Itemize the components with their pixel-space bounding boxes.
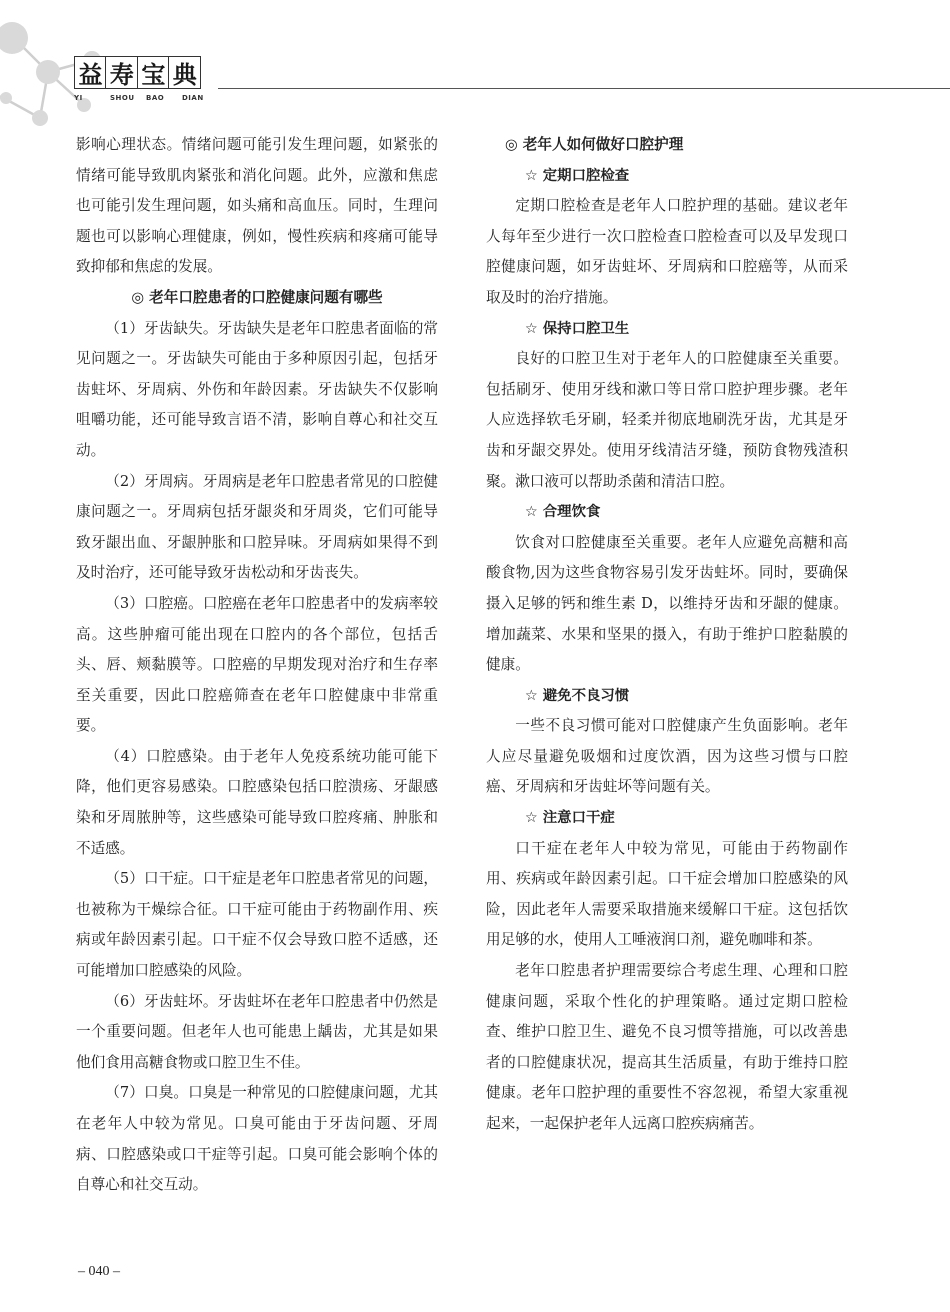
brand-logo (74, 56, 218, 102)
left-column (76, 130, 438, 1201)
section-heading-care: ◎ 老年人如何做好口腔护理 (504, 136, 684, 153)
subheading: ☆ 保持口腔卫生 (524, 320, 630, 337)
pinyin-syllable: BAO (146, 94, 165, 102)
brand-char: 寿 (105, 56, 138, 89)
header-rule (218, 88, 950, 89)
section-heading-problems: ◎ 老年口腔患者的口腔健康问题有哪些 (131, 288, 383, 306)
care-paragraph: 一些不良习惯可能对口腔健康产生负面影响。老年人应尽量避免吸烟和过度饮酒，因为这些习惯与口腔癌、牙周病和牙齿蛀坏等问题有关。 (486, 717, 848, 796)
care-paragraph: 口干症在老年人中较为常见，可能由于药物副作用、疾病或年龄因素引起。口干症会增加口腔感染的风险，因此老年人需要采取措施来缓解口干症。这包括饮用足够的水，使用人工唾液润口剂，避免咖啡和茶。 (486, 839, 848, 949)
subheading: ☆ 避免不良习惯 (524, 687, 630, 704)
pinyin-syllable: DIAN (182, 94, 204, 102)
problem-item: （4）口腔感染。由于老年人免疫系统功能可能下降，他们更容易感染。口腔感染包括口腔溃疡、牙龈感染和牙周脓肿等，这些感染可能导致口腔疼痛、肿胀和不适感。 (76, 747, 438, 857)
problem-item: （7）口臭。口臭是一种常见的口腔健康问题，尤其在老年人中较为常见。口臭可能由于牙齿问题、牙周病、口腔感染或口干症等引起。口臭可能会影响个体的自尊心和社交互动。 (76, 1084, 438, 1194)
care-paragraph: 饮食对口腔健康至关重要。老年人应避免高糖和高酸食物,因为这些食物容易引发牙齿蛀坏。同时，要确保摄入足够的钙和维生素 D，以维持牙齿和牙龈的健康。增加蔬菜、水果和坚果的摄入，有助于维护口腔黏膜的健康。 (486, 533, 848, 674)
right-column (486, 130, 848, 1140)
intro-paragraph: 影响心理状态。情绪问题可能引发生理问题，如紧张的情绪可能导致肌肉紧张和消化问题。此外，应激和焦虑也可能引发生理问题，如头痛和高血压。同时，生理问题也可以影响心理健康，例如，慢性疾病和疼痛可能导致抑郁和焦虑的发展。 (76, 136, 438, 276)
brand-char: 典 (168, 56, 201, 89)
problem-item: （6）牙齿蛀坏。牙齿蛀坏在老年口腔患者中仍然是一个重要问题。但老年人也可能患上龋齿，尤其是如果他们食用高糖食物或口腔卫生不佳。 (76, 992, 438, 1071)
subheading: ☆ 定期口腔检查 (524, 167, 630, 184)
subheading: ☆ 合理饮食 (524, 504, 601, 521)
brand-char: 宝 (137, 56, 170, 89)
care-paragraph: 良好的口腔卫生对于老年人的口腔健康至关重要。包括刷牙、使用牙线和漱口等日常口腔护理步骤。老年人应选择软毛牙刷，轻柔并彻底地刷洗牙齿，尤其是牙齿和牙龈交界处。使用牙线清洁牙缝，预防食物残渣积聚。漱口液可以帮助杀菌和清洁口腔。 (486, 350, 848, 490)
problem-item: （2）牙周病。牙周病是老年口腔患者常见的口腔健康问题之一。牙周病包括牙龈炎和牙周炎，它们可能导致牙龈出血、牙龈肿胀和口腔异味。牙周病如果得不到及时治疗，还可能导致牙齿松动和牙齿丧失。 (76, 472, 438, 582)
conclusion-paragraph: 老年口腔患者护理需要综合考虑生理、心理和口腔健康问题，采取个性化的护理策略。通过定期口腔检查、维护口腔卫生、避免不良习惯等措施，可以改善患者的口腔健康状况，提高其生活质量，有助于维持口腔健康。老年口腔护理的重要性不容忽视，希望大家重视起来，一起保护老年人远离口腔疾病痛苦。 (486, 962, 848, 1132)
page-number: – 040 – (78, 1264, 120, 1279)
subheading: ☆ 注意口干症 (524, 810, 615, 827)
brand-pinyin (74, 94, 218, 102)
brand-char: 益 (74, 56, 107, 89)
problem-item: （5）口干症。口干症是老年口腔患者常见的问题，也被称为干燥综合征。口干症可能由于药物副作用、疾病或年龄因素引起。口干症不仅会导致口腔不适感，还可能增加口腔感染的风险。 (76, 870, 438, 980)
problem-item: （1）牙齿缺失。牙齿缺失是老年口腔患者面临的常见问题之一。牙齿缺失可能由于多种原因引起，包括牙齿蛀坏、牙周病、外伤和年龄因素。牙齿缺失不仅影响咀嚼功能，还可能导致言语不清，影响自尊心和社交互动。 (76, 319, 438, 459)
pinyin-syllable: SHOU (110, 94, 135, 102)
care-paragraph: 定期口腔检查是老年人口腔护理的基础。建议老年人每年至少进行一次口腔检查口腔检查可以及早发现口腔健康问题，如牙齿蛀坏、牙周病和口腔癌等，从而采取及时的治疗措施。 (486, 197, 848, 306)
pinyin-syllable: YI (74, 94, 83, 102)
problem-item: （3）口腔癌。口腔癌在老年口腔患者中的发病率较高。这些肿瘤可能出现在口腔内的各个部位，包括舌头、唇、颊黏膜等。口腔癌的早期发现对治疗和生存率至关重要，因此口腔癌筛查在老年口腔健康中非常重要。 (76, 594, 438, 735)
